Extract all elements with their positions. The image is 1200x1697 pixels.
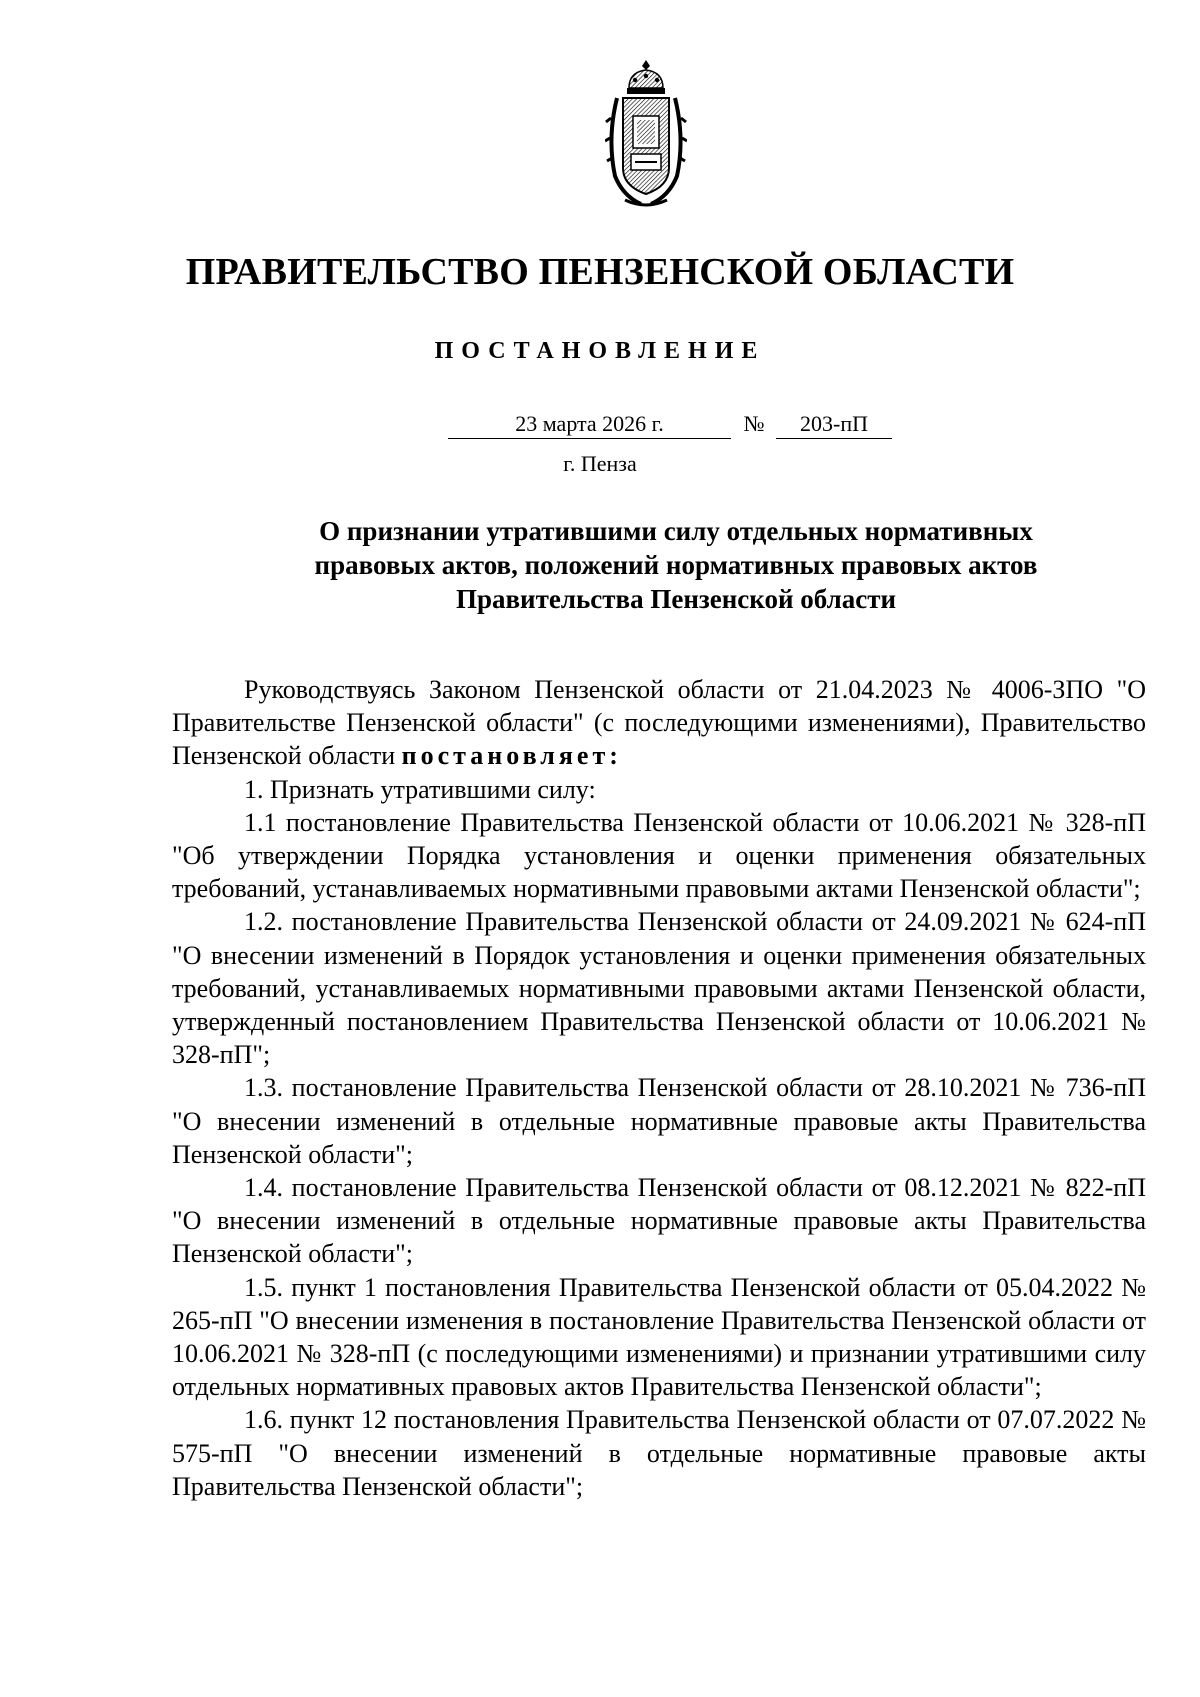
document-heading: [272, 514, 1080, 616]
preamble: [172, 673, 1146, 773]
item-1-6: 1.6. пункт 12 постановления Правительства Пензенской области от 07.07.2022 № 575-пП "О внесении изменений в отдельные нормативные правовые акты Правительства Пензенской области";: [172, 1405, 1146, 1501]
document-type: ПОСТАНОВЛЕНИЕ: [434, 338, 766, 364]
organization-title: ПРАВИТЕЛЬСТВО ПЕНЗЕНСКОЙ ОБЛАСТИ: [185, 251, 1015, 293]
item-1-4: 1.4. постановление Правительства Пензенской области от 08.12.2021 № 822-пП "О внесении изменений в отдельные нормативные правовые акты Правительства Пензенской области";: [172, 1173, 1146, 1269]
document-body: [172, 673, 1146, 1503]
document-date: 23 марта 2026 г.: [448, 410, 731, 439]
item-1-5: 1.5. пункт 1 постановления Правительства Пензенской области от 05.04.2022 № 265-пП "О внесении изменения в постановление Правительства Пензенской области от 10.06.2021 № 328-пП (с последующими изменениями) и признании утратившими силу отдельных нормативных правовых актов Правительства Пензенской области";: [172, 1272, 1146, 1402]
item-1: 1. Признать утратившими силу:: [244, 774, 596, 804]
city: г. Пенза: [563, 451, 637, 476]
heading-line-1: О признании утратившими силу отдельных нормативных: [319, 516, 1033, 546]
number-sign: №: [743, 411, 765, 436]
item-1-3: 1.3. постановление Правительства Пензенской области от 28.10.2021 № 736-пП "О внесении изменений в отдельные нормативные правовые акты Правительства Пензенской области";: [172, 1073, 1146, 1169]
heading-line-3: Правительства Пензенской области: [455, 584, 897, 614]
preamble-decree: постановляет:: [401, 741, 622, 771]
coat-of-arms-icon: [605, 58, 687, 210]
heading-line-2: правовых актов, положений нормативных правовых актов: [314, 550, 1038, 580]
preamble-text: Руководствуясь Законом Пензенской области от 21.04.2023 № 4006-ЗПО "О Правительстве Пензенской области" (с последующими изменениями), Правительство Пензенской области: [172, 675, 1146, 771]
item-1-1: 1.1 постановление Правительства Пензенской области от 10.06.2021 № 328-пП "Об утверждении Порядка установления и оценки применения обязательных требований, устанавливаемых нормативными правовыми актами Пензенской области";: [172, 807, 1146, 904]
document-number: 203-пП: [776, 410, 892, 439]
item-1-2: 1.2. постановление Правительства Пензенской области от 24.09.2021 № 624-пП "О внесении изменений в Порядок установления и оценки применения обязательных требований, устанавливаемых нормативными правовыми актами Пензенской области, утвержденный постановлением Правительства Пензенской области от 10.06.2021 № 328-пП";: [172, 907, 1146, 1070]
